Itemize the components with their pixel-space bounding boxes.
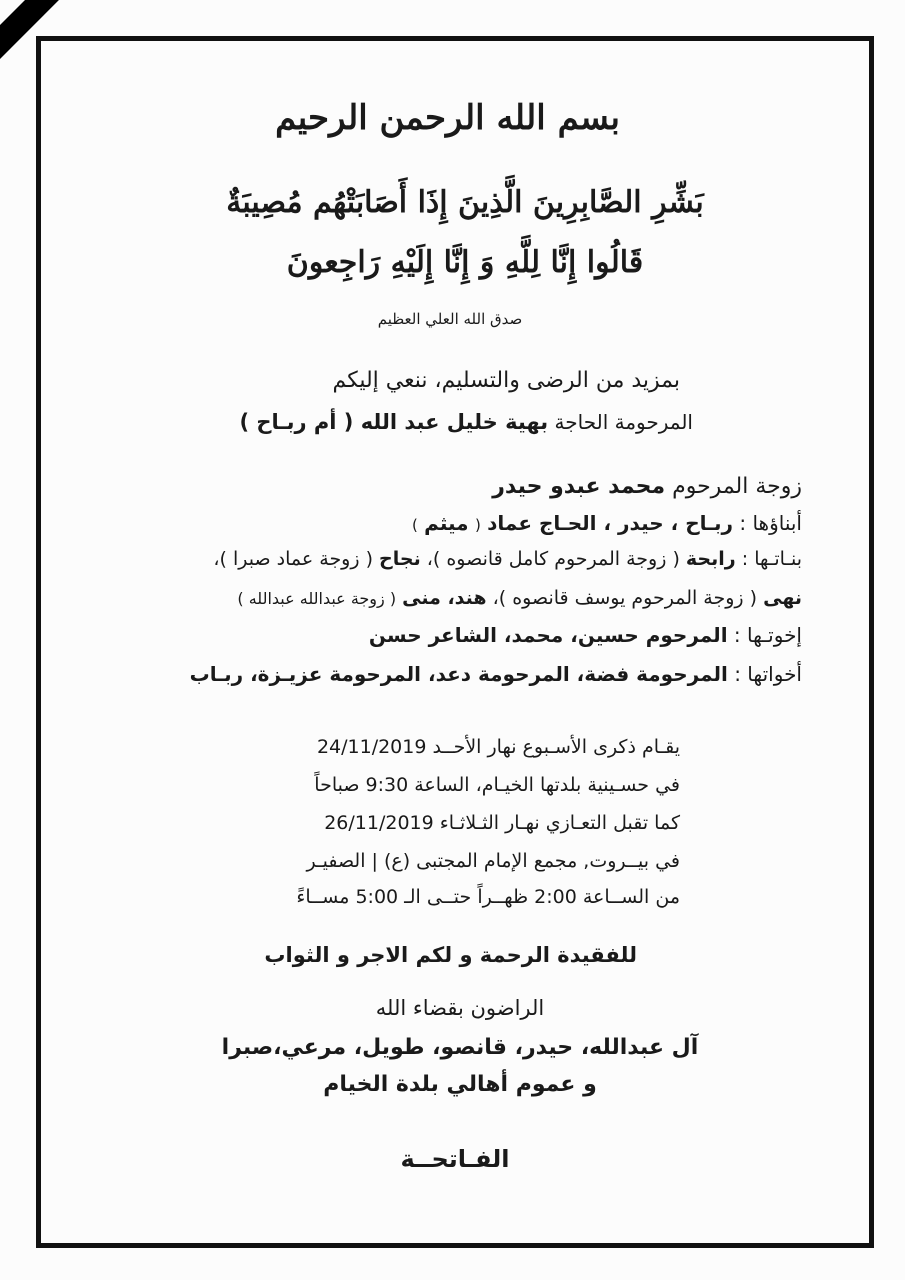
sons-label: أبناؤها : (739, 511, 802, 535)
sisters-label: أخواتها : (734, 662, 802, 686)
daughters-label: بنـاتـها : (741, 548, 802, 570)
mercy-line: للفقيدة الرحمة و لكم الاجر و الثواب (264, 943, 637, 967)
sisters-names: المرحومة فضة، المرحومة دعد، المرحومة عزيـزة، ربـاب (189, 662, 728, 686)
brothers-names: المرحوم حسين، محمد، الشاعر حسن (368, 623, 728, 647)
deceased-name: بهية خليل عبد الله ( أم ربـاح ) (239, 410, 549, 434)
verse-line-2: قَالُوا إِنَّا لِلَّهِ وَ إِنَّا إِلَيْهِ رَاجِعونَ (286, 245, 644, 280)
wife-of-line (492, 474, 802, 500)
daughter-5-note: ( زوجة عبدالله عبدالله ) (237, 589, 397, 608)
schedule-line-5: من الســاعة 2:00 ظهــراً حتــى الـ 5:00 مســاءً (296, 886, 680, 908)
daughter-3-note: ( زوجة المرحوم يوسف قانصوه )، (492, 587, 758, 609)
schedule-line-2: في حسـينية بلدتها الخيـام، الساعة 9:30 صباحاً (314, 774, 680, 796)
basmala: بسم الله الرحمن الرحيم (275, 98, 620, 138)
wife-of-label: زوجة المرحوم (672, 474, 802, 499)
schedule-line-1: يقـام ذكرى الأسـبوع نهار الأحــد 24/11/2019 (316, 736, 680, 758)
verse-line-1: بَشِّرِ الصَّابِرِينَ الَّذِينَ إِذَا أَصَابَتْهُم مُصِيبَةٌ (226, 185, 704, 220)
sisters-line (190, 662, 802, 686)
intro-line-1: بمزيد من الرضى والتسليم، ننعي إليكم (332, 368, 680, 393)
deceased-prefix: المرحومة الحاجة (554, 410, 693, 434)
daughter-1-note: ( زوجة المرحوم كامل قانصوه )، (426, 548, 680, 570)
daughters-line-2 (237, 587, 802, 610)
fatiha-line: الفـاتحــة (400, 1145, 510, 1173)
daughter-3: نهى (763, 587, 802, 609)
daughter-2-note: ( زوجة عماد صبرا )، (213, 548, 373, 570)
families-line: آل عبدالله، حيدر، قانصو، طويل، مرعي،صبرا (221, 1035, 699, 1060)
sons-names: ربـاح ، حيدر ، الحـاج عماد (487, 511, 733, 535)
husband-name: محمد عبدو حيدر (492, 474, 666, 499)
sadaq-text: صدق الله العلي العظيم (377, 310, 523, 328)
daughter-1: رابحة (685, 548, 736, 570)
sons-line (412, 511, 802, 535)
sons-paren-close: ) (411, 516, 418, 534)
brothers-line (369, 623, 802, 647)
schedule-line-4: في بيــروت, مجمع الإمام المجتبى (ع) | الصفيـر (306, 850, 680, 872)
schedule-line-3: كما تقبل التعـازي نهـار الثـلاثـاء 26/11/2019 (324, 812, 680, 834)
villagers-line: و عموم أهالي بلدة الخيام (323, 1072, 597, 1097)
content-line: الراضون بقضاء الله (375, 996, 545, 1020)
daughters-rest: هند، منى (402, 587, 487, 609)
daughters-line-1 (213, 548, 802, 571)
brothers-label: إخوتـها : (733, 623, 802, 647)
sons-last: ميثم (424, 511, 469, 535)
intro-line-2 (240, 410, 694, 435)
sons-paren-open: ( (474, 516, 481, 534)
daughter-2: نجاح (379, 548, 421, 570)
